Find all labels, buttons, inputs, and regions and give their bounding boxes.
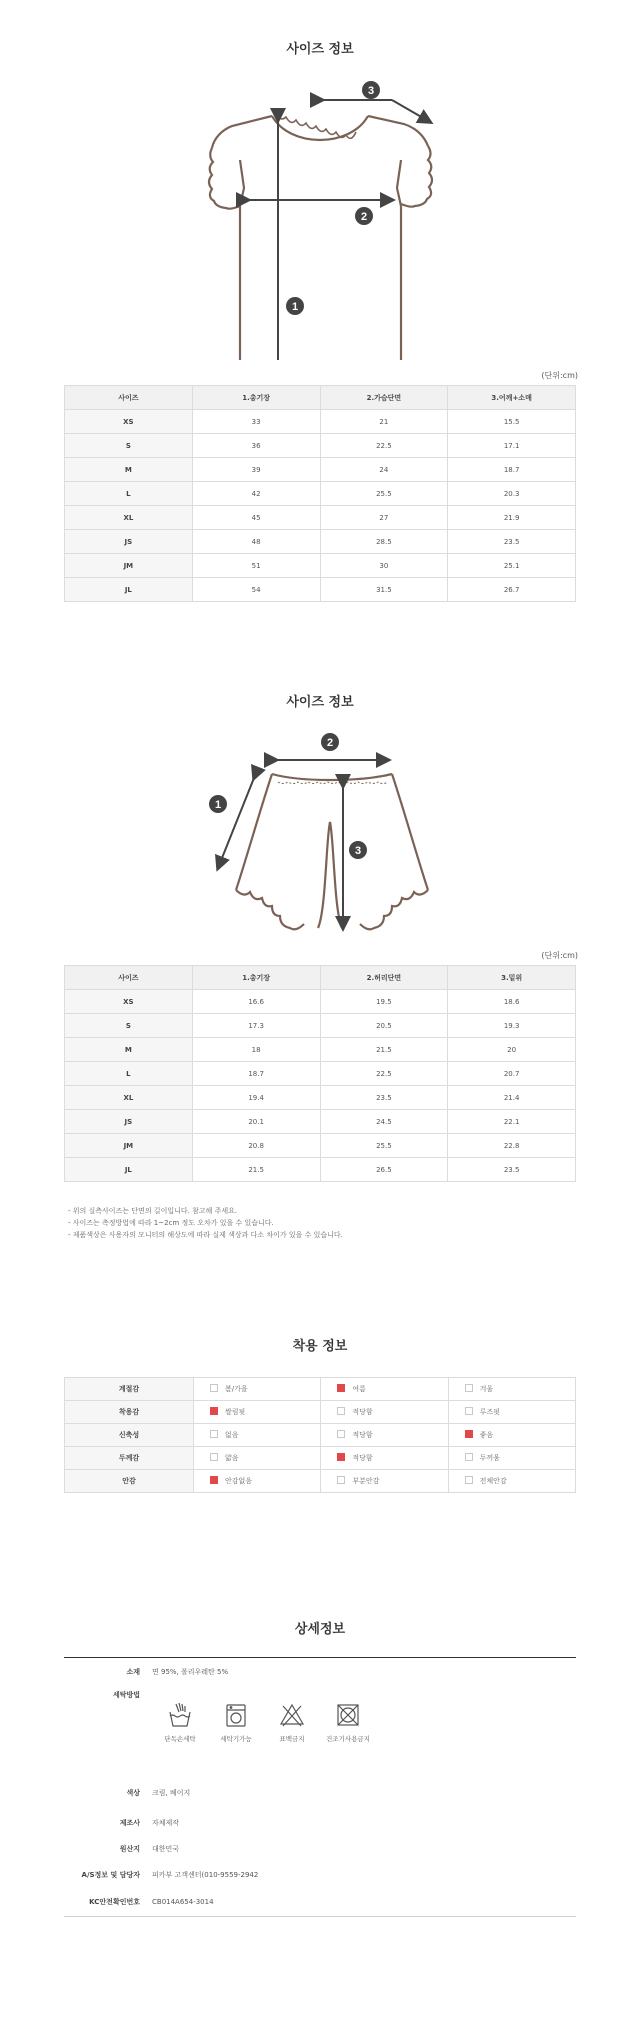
table-cell: 51 [192,554,320,578]
detail-row-kc [64,1888,576,1916]
table-row [65,1134,576,1158]
table-cell: 20.8 [192,1134,320,1158]
wear-option [321,1470,448,1493]
care-icons [140,1690,376,1743]
table-header-row [65,386,576,410]
size-label-cell: L [65,1062,193,1086]
table-row [65,1158,576,1182]
no-machine-wash-icon [223,1702,249,1728]
wear-option-label: 얇음 [225,1454,239,1462]
detail-info-title: 상세정보 [294,1622,346,1637]
size-notes [68,1205,343,1241]
wear-option-label: 봄/가을 [225,1385,248,1393]
table-row [65,1086,576,1110]
svg-text:3: 3 [354,845,362,857]
table-header-cell: 2.가슴단면 [320,386,448,410]
table-cell: 18 [192,1038,320,1062]
table-cell: 42 [192,482,320,506]
table-header-cell: 사이즈 [65,966,193,990]
table-cell: 21 [320,410,448,434]
hand-wash-icon [167,1702,193,1728]
size-label-cell: XL [65,1086,193,1110]
wear-option [194,1401,321,1424]
table-cell: 26.7 [448,578,576,602]
size-label-cell: S [65,434,193,458]
no-tumble-dry-icon [335,1702,361,1728]
table-cell: 25.5 [320,1134,448,1158]
wear-option [448,1424,575,1447]
wear-option [448,1447,575,1470]
table-cell: 20.7 [448,1062,576,1086]
table-cell: 21.9 [448,506,576,530]
wear-category: 두께감 [65,1447,194,1470]
wear-option-label: 적당함 [352,1431,373,1439]
table-row [65,410,576,434]
table-row [65,554,576,578]
size-label-cell: JS [65,530,193,554]
table-cell: 45 [192,506,320,530]
table-cell: 17.1 [448,434,576,458]
table-cell: 21.5 [192,1158,320,1182]
detail-row-material [64,1658,576,1686]
wear-info-row [65,1470,576,1493]
care-item [208,1702,264,1743]
table-cell: 25.5 [320,482,448,506]
table-cell: 23.5 [448,530,576,554]
care-item [320,1702,376,1743]
unchecked-box-icon [465,1384,473,1392]
top-unit-label: (단위:cm) [541,371,578,380]
table-row [65,578,576,602]
table-cell: 18.7 [448,458,576,482]
unchecked-box-icon [465,1453,473,1461]
detail-value: 자체제작 [152,1819,180,1827]
checked-box-icon [465,1430,473,1438]
wear-option-label: 전체안감 [479,1477,507,1485]
measure-badges [286,81,380,315]
svg-text:2: 2 [326,737,334,749]
table-cell: 19.3 [448,1014,576,1038]
detail-label: 색상 [126,1789,140,1797]
no-bleach-icon [279,1702,305,1728]
table-cell: 17.3 [192,1014,320,1038]
shorts-outline [236,774,428,929]
table-cell: 20.5 [320,1014,448,1038]
detail-value: CB014A654-3014 [152,1898,214,1906]
wear-option-label: 좋음 [479,1431,494,1439]
table-row [65,1038,576,1062]
svg-text:3: 3 [367,85,375,97]
note-line: - 사이즈는 측정방법에 따라 1~2cm 정도 오차가 있을 수 있습니다. [68,1219,274,1227]
wear-option [194,1378,321,1401]
table-cell: 19.5 [320,990,448,1014]
top-garment-diagram [0,70,640,360]
detail-label: 원산지 [119,1845,140,1853]
table-cell: 27 [320,506,448,530]
detail-row-origin [64,1836,576,1862]
table-cell: 23.5 [320,1086,448,1110]
table-cell: 21.5 [320,1038,448,1062]
detail-label: A/S정보 및 담당자 [81,1871,140,1879]
wear-option [448,1378,575,1401]
wear-option [448,1470,575,1493]
checked-box-icon [337,1453,345,1461]
unchecked-box-icon [465,1476,473,1484]
note-line: - 위의 실측사이즈는 단면의 길이입니다. 참고해 주세요. [68,1207,238,1215]
checked-box-icon [210,1407,218,1415]
table-cell: 18.7 [192,1062,320,1086]
wear-option-label: 적당함 [352,1454,373,1462]
detail-row-maker [64,1810,576,1836]
table-cell: 26.5 [320,1158,448,1182]
wear-option [321,1447,448,1470]
unchecked-box-icon [337,1430,345,1438]
table-cell: 24.5 [320,1110,448,1134]
table-cell: 22.5 [320,434,448,458]
wear-option [321,1424,448,1447]
table-header-cell: 3.어깨+소매 [448,386,576,410]
wear-option [194,1470,321,1493]
table-cell: 18.6 [448,990,576,1014]
wear-option [194,1447,321,1470]
table-cell: 33 [192,410,320,434]
table-header-cell: 1.총기장 [192,386,320,410]
size-label-cell: JM [65,1134,193,1158]
wear-info-row [65,1378,576,1401]
table-cell: 16.6 [192,990,320,1014]
size-label-cell: JM [65,554,193,578]
wear-option-label: 루즈핏 [479,1408,500,1416]
detail-info-table [64,1657,576,1917]
unchecked-box-icon [210,1430,218,1438]
unchecked-box-icon [210,1384,218,1392]
wear-info-title: 착용 정보 [292,1339,348,1354]
table-cell: 21.4 [448,1086,576,1110]
table-cell: 24 [320,458,448,482]
table-cell: 54 [192,578,320,602]
size-label-cell: JL [65,578,193,602]
bottom-size-table [64,965,576,1182]
svg-text:1: 1 [214,799,222,811]
table-row [65,506,576,530]
detail-label: 세탁방법 [112,1691,140,1699]
wear-option-label: 두꺼움 [479,1454,500,1462]
wear-option-label: 안감없음 [225,1477,253,1485]
wear-info-row [65,1447,576,1470]
wear-info-row [65,1401,576,1424]
detail-value: 크림, 베이지 [152,1789,191,1797]
wear-option-label: 겨울 [479,1385,494,1393]
wear-option [448,1401,575,1424]
table-header-row [65,966,576,990]
care-label: 건조기사용금지 [326,1735,370,1743]
table-cell: 15.5 [448,410,576,434]
care-item [264,1702,320,1743]
care-label: 세탁기가능 [220,1735,252,1743]
size-label-cell: JL [65,1158,193,1182]
table-cell: 25.1 [448,554,576,578]
table-cell: 30 [320,554,448,578]
wear-option-label: 적당함 [352,1408,373,1416]
wear-info-row [65,1424,576,1447]
table-cell: 31.5 [320,578,448,602]
size-label-cell: JS [65,1110,193,1134]
wear-category: 안감 [65,1470,194,1493]
checked-box-icon [210,1476,218,1484]
table-cell: 28.5 [320,530,448,554]
detail-label: KC안전확인번호 [89,1898,140,1906]
table-cell: 22.5 [320,1062,448,1086]
table-cell: 36 [192,434,320,458]
detail-row-as [64,1862,576,1888]
bottom-size-title: 사이즈 정보 [286,695,354,710]
detail-row-care [64,1686,576,1770]
table-row [65,1110,576,1134]
svg-text:1: 1 [291,301,299,313]
table-row [65,1014,576,1038]
detail-value: 대한민국 [152,1845,180,1853]
unchecked-box-icon [337,1407,345,1415]
detail-label: 제조사 [119,1819,140,1827]
svg-text:2: 2 [360,211,368,223]
care-item [152,1702,208,1743]
wear-option-label: 쌀림핏 [225,1408,246,1416]
table-row [65,458,576,482]
size-label-cell: XL [65,506,193,530]
note-line: - 제품색상은 사용자의 모니터의 해상도에 따라 실제 색상과 다소 차이가 있을 수 있습니다. [68,1231,343,1239]
care-label: 표백금지 [279,1735,305,1743]
wear-category: 계절감 [65,1378,194,1401]
bottom-unit-label: (단위:cm) [541,951,578,960]
table-cell: 23.5 [448,1158,576,1182]
wear-info-table [64,1377,576,1493]
table-cell: 20.1 [192,1110,320,1134]
table-cell: 39 [192,458,320,482]
size-label-cell: L [65,482,193,506]
wear-category: 착용감 [65,1401,194,1424]
table-header-cell: 2.허리단면 [320,966,448,990]
size-label-cell: M [65,458,193,482]
wear-option-label: 여름 [352,1385,366,1393]
detail-row-color [64,1770,576,1810]
table-row [65,530,576,554]
table-header-cell: 1.총기장 [192,966,320,990]
table-row [65,990,576,1014]
unchecked-box-icon [337,1476,345,1484]
size-label-cell: XS [65,990,193,1014]
bottom-garment-diagram [0,730,640,940]
table-row [65,482,576,506]
care-label: 단독손세탁 [164,1735,196,1743]
table-cell: 20 [448,1038,576,1062]
detail-label: 소재 [126,1668,140,1676]
table-cell: 22.1 [448,1110,576,1134]
unchecked-box-icon [465,1407,473,1415]
wear-option [321,1401,448,1424]
unchecked-box-icon [210,1453,218,1461]
tshirt-outline [209,114,432,360]
wear-option-label: 없음 [225,1431,239,1439]
size-label-cell: M [65,1038,193,1062]
size-label-cell: XS [65,410,193,434]
top-size-title: 사이즈 정보 [286,42,354,57]
table-cell: 20.3 [448,482,576,506]
wear-option [194,1424,321,1447]
wear-option-label: 부분안감 [352,1477,380,1485]
table-header-cell: 3.밑위 [448,966,576,990]
checked-box-icon [337,1384,345,1392]
detail-value: 피카부 고객센터(010-9559-2942 [152,1871,259,1879]
table-cell: 48 [192,530,320,554]
wear-option [321,1378,448,1401]
detail-value: 면 95%, 폴리우레탄 5% [152,1668,229,1676]
table-cell: 19.4 [192,1086,320,1110]
table-row [65,434,576,458]
size-label-cell: S [65,1014,193,1038]
table-header-cell: 사이즈 [65,386,193,410]
wear-category: 신축성 [65,1424,194,1447]
top-size-table [64,385,576,602]
table-cell: 22.8 [448,1134,576,1158]
table-row [65,1062,576,1086]
